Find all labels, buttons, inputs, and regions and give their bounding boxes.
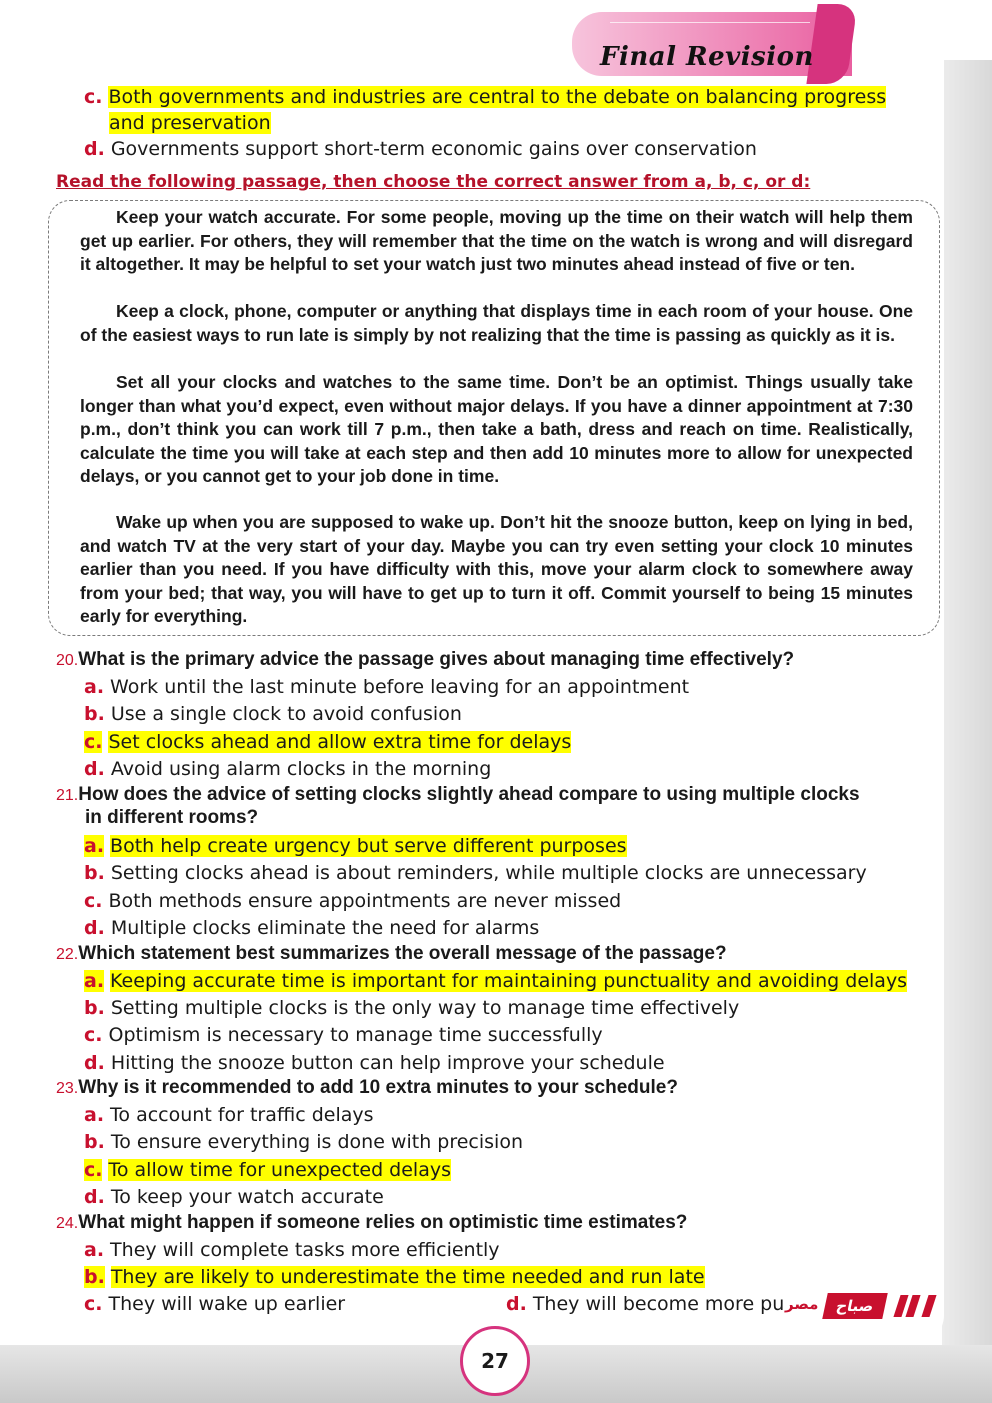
option-text: To account for traffic delays bbox=[110, 1104, 374, 1126]
option-22a[interactable] bbox=[84, 968, 907, 994]
option-22b[interactable] bbox=[84, 995, 739, 1021]
question-20 bbox=[56, 648, 794, 673]
option-23d[interactable] bbox=[84, 1184, 384, 1210]
option-23a[interactable] bbox=[84, 1102, 374, 1128]
logo-stripe bbox=[921, 1295, 936, 1317]
option-24a[interactable] bbox=[84, 1237, 500, 1263]
option-letter: d. bbox=[84, 758, 105, 780]
question-text: What might happen if someone relies on optimistic time estimates? bbox=[78, 1212, 688, 1233]
option-letter: a. bbox=[84, 676, 105, 698]
option-21b[interactable] bbox=[84, 860, 867, 886]
option-20d[interactable] bbox=[84, 756, 491, 782]
option-text: To keep your watch accurate bbox=[110, 1186, 384, 1208]
question-23 bbox=[56, 1076, 678, 1101]
prev-option-c bbox=[84, 84, 886, 110]
option-text: They will become more pu bbox=[532, 1293, 785, 1315]
option-letter: a. bbox=[84, 1239, 105, 1261]
option-letter: c. bbox=[84, 890, 103, 912]
question-text-cont: in different rooms? bbox=[85, 807, 259, 828]
prev-option-c-cont bbox=[109, 110, 271, 136]
option-letter: d. bbox=[84, 138, 105, 160]
option-text: Governments support short-term economic gains over conservation bbox=[110, 138, 757, 160]
option-text: and preservation bbox=[109, 112, 271, 134]
option-23b[interactable] bbox=[84, 1129, 523, 1155]
page-number: 27 bbox=[460, 1326, 530, 1396]
option-text: Both help create urgency but serve different purposes bbox=[110, 835, 627, 857]
option-text: Avoid using alarm clocks in the morning bbox=[110, 758, 492, 780]
question-24 bbox=[56, 1211, 687, 1236]
option-20b[interactable] bbox=[84, 701, 462, 727]
option-21a[interactable] bbox=[84, 833, 627, 859]
option-text: Work until the last minute before leaving for an appointment bbox=[110, 676, 690, 698]
logo-box: صباح bbox=[822, 1293, 888, 1319]
passage-paragraph: Set all your clocks and watches to the same time. Don’t be an optimist. Things usually take longer than what you’d expect, even without major delays. If you have a dinner appointment at 7:30 p.m., don’t think you can work till 7 p.m., then take a bath, dress and reach on time. Realistically, calculate the time you will take at each step and then add 10 minutes more to allow for unexpected delays, or you cannot get to your job done in time. bbox=[80, 372, 913, 486]
option-text: They will complete tasks more efficiently bbox=[110, 1239, 500, 1261]
option-24b[interactable] bbox=[84, 1264, 705, 1290]
option-24c[interactable] bbox=[84, 1291, 345, 1317]
option-text: To allow time for unexpected delays bbox=[108, 1159, 451, 1181]
option-letter: b. bbox=[84, 997, 105, 1019]
question-text: What is the primary advice the passage gives about managing time effectively? bbox=[78, 649, 795, 670]
option-letter: c. bbox=[84, 731, 103, 753]
option-text: Hitting the snooze button can help improve your schedule bbox=[110, 1052, 665, 1074]
question-text: How does the advice of setting clocks slightly ahead compare to using multiple clocks bbox=[78, 784, 860, 805]
option-letter: b. bbox=[84, 703, 105, 725]
question-number: 20. bbox=[56, 652, 79, 669]
option-20c[interactable] bbox=[84, 729, 571, 755]
logo-stripe bbox=[905, 1295, 920, 1317]
option-23c[interactable] bbox=[84, 1157, 451, 1183]
option-text: Both methods ensure appointments are never missed bbox=[108, 890, 622, 912]
option-text: Use a single clock to avoid confusion bbox=[110, 703, 462, 725]
option-letter: c. bbox=[84, 1293, 103, 1315]
option-letter: d. bbox=[506, 1293, 527, 1315]
option-text: Both governments and industries are central to the debate on balancing progress bbox=[108, 86, 887, 108]
page-title: Final Revision bbox=[600, 42, 814, 72]
option-letter: c. bbox=[84, 1024, 103, 1046]
option-text: Set clocks ahead and allow extra time for delays bbox=[108, 731, 572, 753]
option-letter: a. bbox=[84, 1104, 105, 1126]
question-text: Why is it recommended to add 10 extra minutes to your schedule? bbox=[78, 1077, 678, 1098]
question-text: Which statement best summarizes the overall message of the passage? bbox=[78, 943, 727, 964]
option-text: Optimism is necessary to manage time successfully bbox=[108, 1024, 603, 1046]
option-21d[interactable] bbox=[84, 915, 539, 941]
passage-paragraph: Keep your watch accurate. For some people, moving up the time on their watch will help them get up earlier. For others, they will remember that the time on the watch is wrong and will disregard it altogether. It may be helpful to set your watch just two minutes ahead instead of five or ten. bbox=[80, 207, 913, 274]
option-letter: a. bbox=[84, 835, 105, 857]
option-22c[interactable] bbox=[84, 1022, 603, 1048]
passage-paragraph: Keep a clock, phone, computer or anything that displays time in each room of your house. One of the easiest ways to run late is simply by not realizing that the time is passing as quickly as it is. bbox=[80, 301, 913, 345]
banner-line bbox=[610, 22, 810, 23]
option-text: Setting multiple clocks is the only way to manage time effectively bbox=[110, 997, 740, 1019]
option-letter: d. bbox=[84, 1186, 105, 1208]
option-letter: b. bbox=[84, 862, 105, 884]
option-text: Setting clocks ahead is about reminders, while multiple clocks are unnecessary bbox=[110, 862, 867, 884]
option-letter: d. bbox=[84, 917, 105, 939]
option-22d[interactable] bbox=[84, 1050, 665, 1076]
question-number: 21. bbox=[56, 787, 79, 804]
question-number: 24. bbox=[56, 1215, 79, 1232]
question-number: 22. bbox=[56, 946, 79, 963]
option-letter: a. bbox=[84, 970, 105, 992]
option-text: They will wake up earlier bbox=[108, 1293, 346, 1315]
option-letter: d. bbox=[84, 1052, 105, 1074]
question-21 bbox=[56, 783, 860, 808]
option-24d[interactable] bbox=[506, 1291, 786, 1317]
option-text: To ensure everything is done with precision bbox=[110, 1131, 523, 1153]
publisher-logo bbox=[785, 1293, 935, 1319]
option-letter: c. bbox=[84, 86, 103, 108]
prev-option-d bbox=[84, 136, 757, 162]
option-21c[interactable] bbox=[84, 888, 621, 914]
option-letter: b. bbox=[84, 1266, 105, 1288]
question-22 bbox=[56, 942, 727, 967]
passage-paragraph: Wake up when you are supposed to wake up. Don’t hit the snooze button, keep on lying in bed, and watch TV at the very start of your day. Maybe you can try even setting your clock 10 minutes earlier than you need. If you have difficulty with this, move your alarm clock to somewhere away from your bed; that way, you will have to get up to turn it off. Commit yourself to being 15 minutes early for everything. bbox=[80, 512, 913, 626]
right-decor-band bbox=[942, 60, 992, 1345]
option-20a[interactable] bbox=[84, 674, 689, 700]
logo-text: مصر bbox=[785, 1295, 819, 1313]
question-number: 23. bbox=[56, 1080, 79, 1097]
option-text: They are likely to underestimate the time needed and run late bbox=[110, 1266, 705, 1288]
option-letter: b. bbox=[84, 1131, 105, 1153]
instruction: Read the following passage, then choose the correct answer from a, b, c, or d: bbox=[56, 172, 811, 192]
option-letter: c. bbox=[84, 1159, 103, 1181]
option-text: Keeping accurate time is important for maintaining punctuality and avoiding delays bbox=[110, 970, 908, 992]
option-text: Multiple clocks eliminate the need for alarms bbox=[110, 917, 540, 939]
